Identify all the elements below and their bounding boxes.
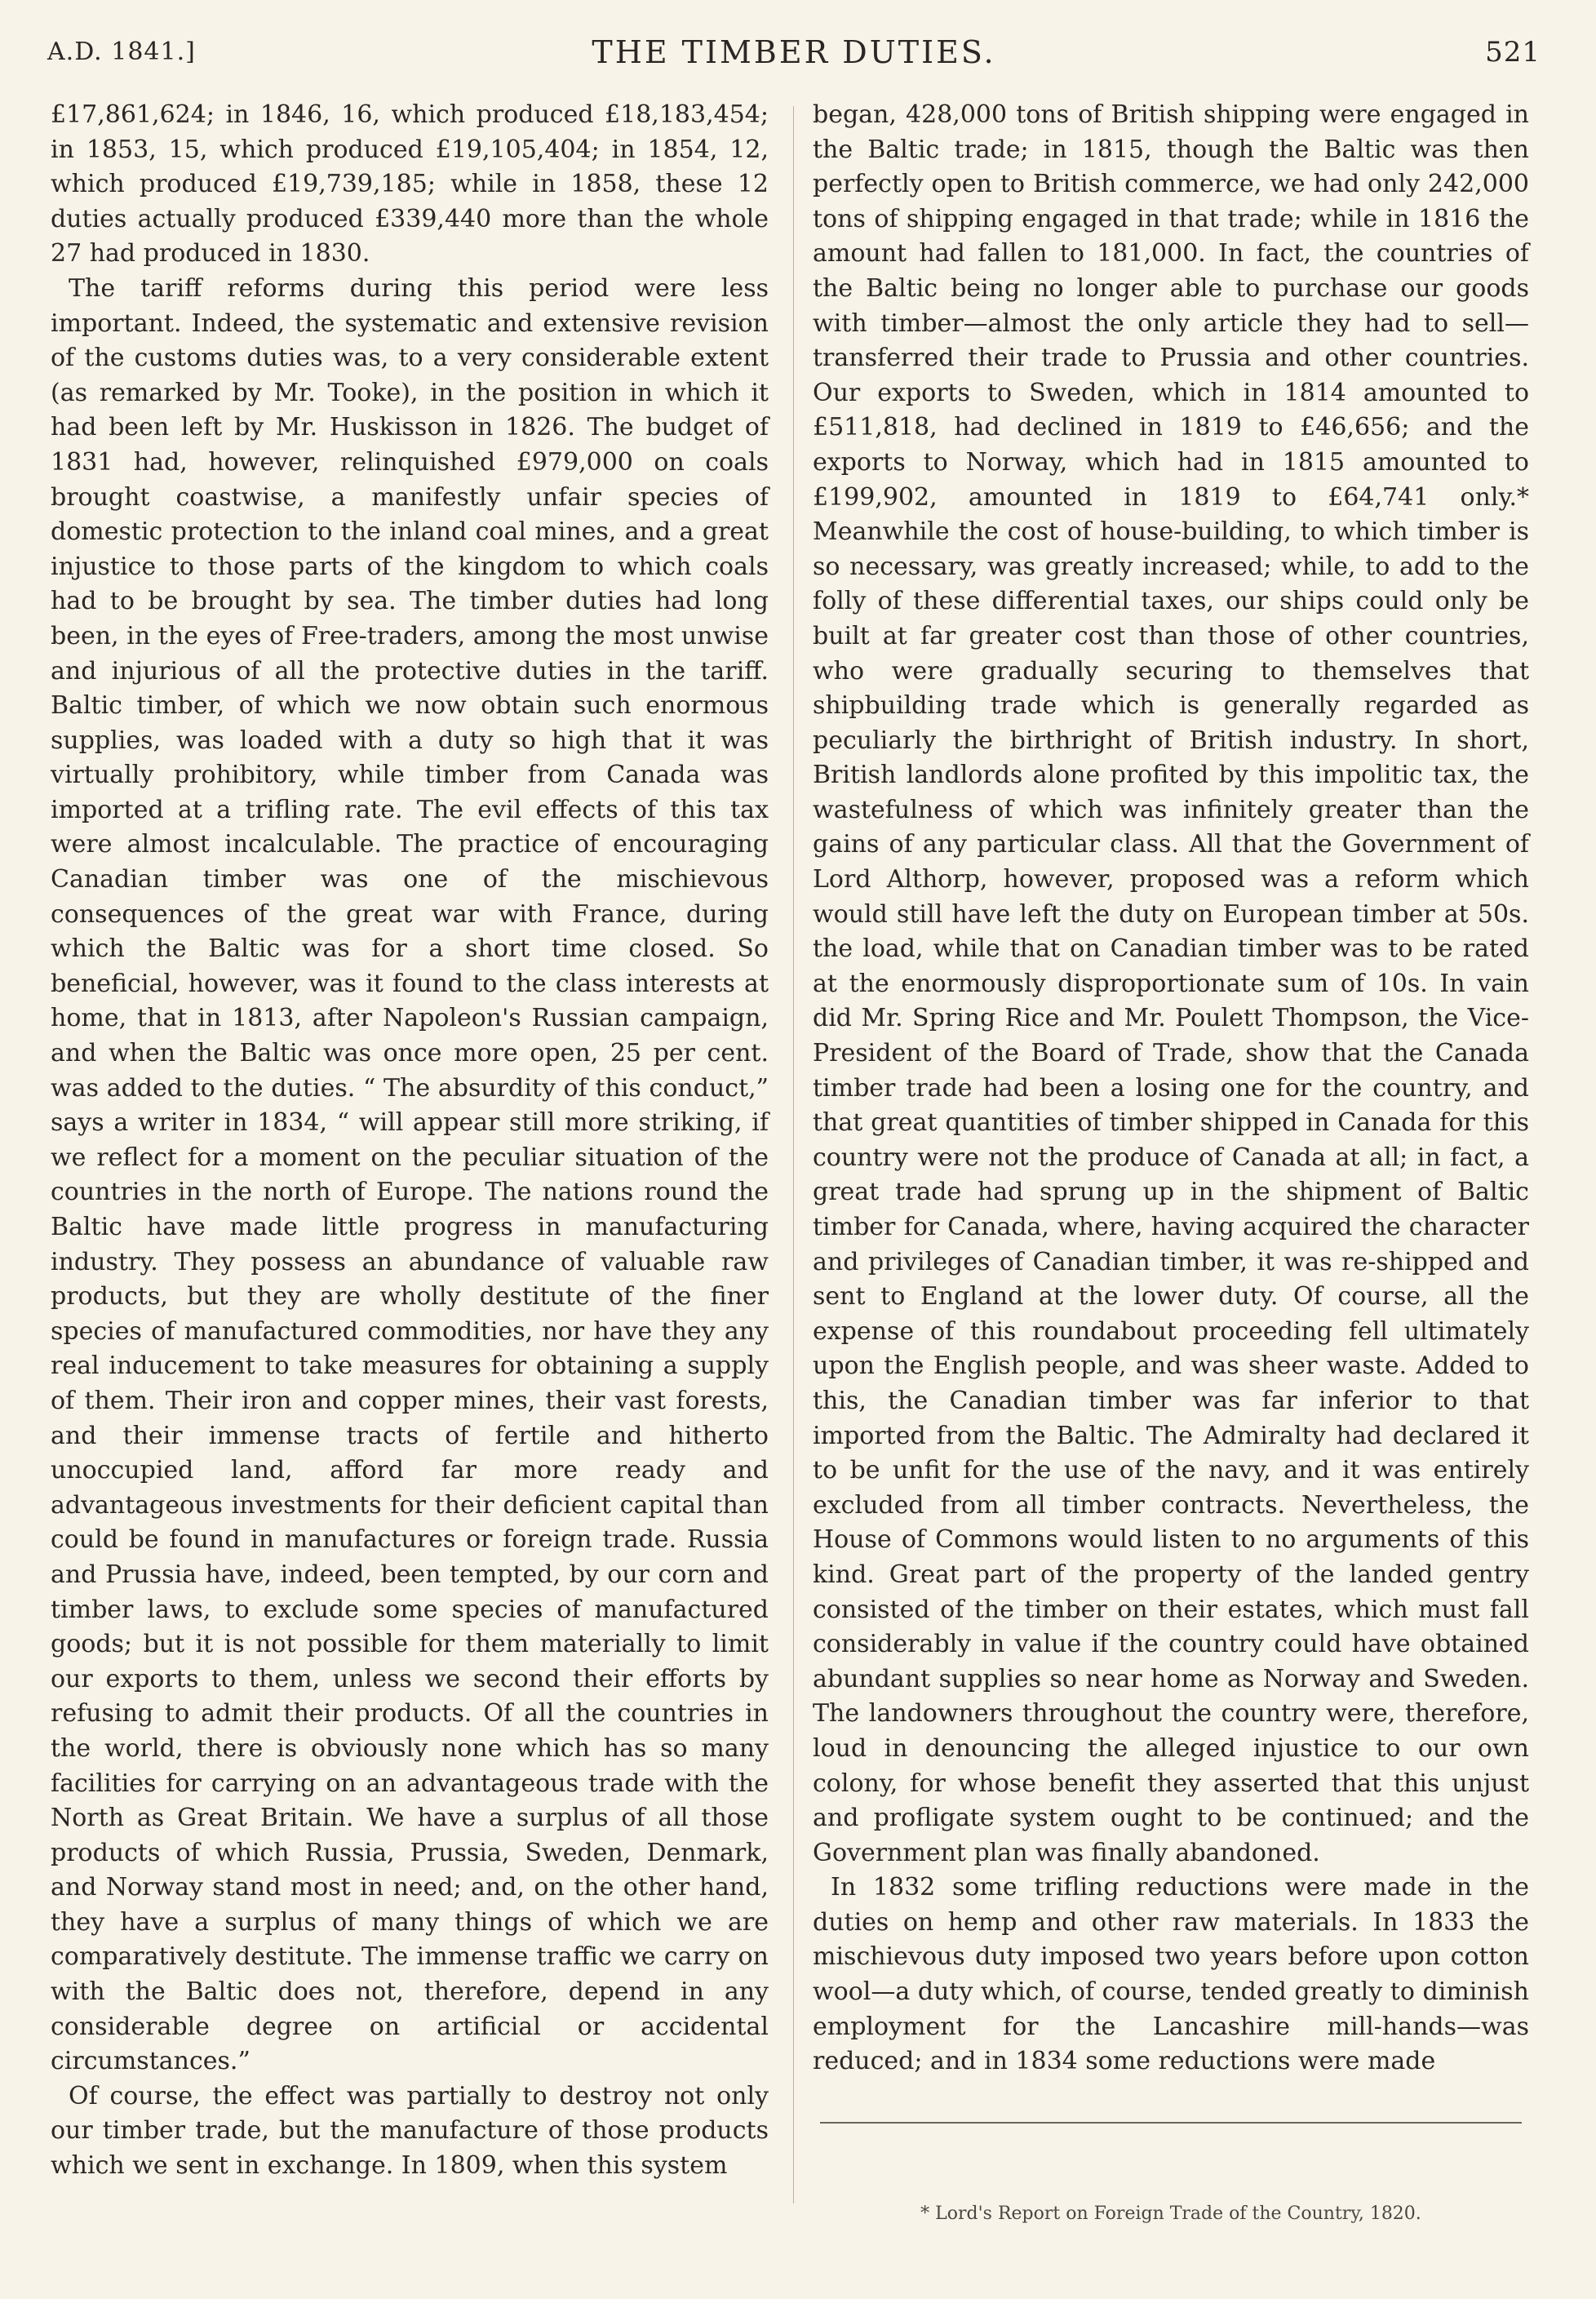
footnote: * Lord's Report on Foreign Trade of the Country, 1820. bbox=[920, 2204, 1421, 2224]
left-paragraph-2: The tariff reforms during this period were less important. Indeed, the systematic and extensive revision of the customs duties was, to a very considerable extent (as remarked by Mr. Tooke), in the position in which it had been left by Mr. Huskisson in 1826. The budget of 1831 had, however, relinquished £979,000 on coals brought coastwise, a manifestly unfair species of domestic protection to the inland coal mines, and a great injustice to those parts of the kingdom to which coals had to be brought by sea. The timber duties had long been, in the eyes of Free-traders, among the most unwise and injurious of all the protective duties in the tariff. Baltic timber, of which we now obtain such enormous supplies, was loaded with a duty so high that it was virtually prohibitory, while timber from Canada was imported at a trifling rate. The evil effects of this tax were almost incalculable. The practice of encouraging Canadian timber was one of the mischievous consequences of the great war with France, during which the Baltic was for a short time closed. So beneficial, however, was it found to the class interests at home, that in 1813, after Napoleon's Russian campaign, and when the Baltic was once more open, 25 per cent. was added to the duties. “ The absurdity of this conduct,” says a writer in 1834, “ will appear still more striking, if we reflect for a moment on the peculiar situation of the countries in the north of Europe. The nations round the Baltic have made little progress in manufacturing industry. They possess an abundance of valuable raw products, but they are wholly destitute of the finer species of manufactured commodities, nor have they any real inducement to take measures for obtaining a supply of them. Their iron and copper mines, their vast forests, and their immense tracts of fertile and hitherto unoccupied land, afford far more ready and advantageous investments for their deficient capital than could be found in manufactures or foreign trade. Russia and Prussia have, indeed, been tempted, by our corn and timber laws, to exclude some species of manufactured goods; but it is not possible for them materially to limit our exports to them, unless we second their efforts by refusing to admit their products. Of all the countries in the world, there is obviously none which has so many facilities for carrying on an advantageous trade with the North as Great Britain. We have a surplus of all those products of which Russia, Prussia, Sweden, Denmark, and Norway stand most in need; and, on the other hand, they have a surplus of many things of which we are comparatively destitute. The immense traffic we carry on with the Baltic does not, therefore, depend in any considerable degree on artificial or accidental circumstances.” bbox=[51, 273, 769, 2076]
page-header bbox=[47, 26, 1541, 75]
right-paragraph-1: began, 428,000 tons of British shipping were engaged in the Baltic trade; in 1815, though the Baltic was then perfectly open to British commerce, we had only 242,000 tons of shipping engaged in that trade; while in 1816 the amount had fallen to 181,000. In fact, the countries of the Baltic being no longer able to purchase our goods with timber—almost the only article they had to sell—transferred their trade to Prussia and other countries. Our exports to Sweden, which in 1814 amounted to £511,818, had declined in 1819 to £46,656; and the exports to Norway, which had in 1815 amounted to £199,902, amounted in 1819 to £64,741 only.* Meanwhile the cost of house-building, to which timber is so necessary, was greatly increased; while, to add to the folly of these differential taxes, our ships could only be built at far greater cost than those of other countries, who were gradually securing to themselves that shipbuilding trade which is generally regarded as peculiarly the birthright of British industry. In short, British landlords alone profited by this impolitic tax, the wastefulness of which was infinitely greater than the gains of any particular class. All that the Government of Lord Althorp, however, proposed was a reform which would still have left the duty on European timber at 50s. the load, while that on Canadian timber was to be rated at the enormously disproportionate sum of 10s. In vain did Mr. Spring Rice and Mr. Poulett Thompson, the Vice-President of the Board of Trade, show that the Canada timber trade had been a losing one for the country, and that great quantities of timber shipped in Canada for this country were not the produce of Canada at all; in fact, a great trade had sprung up in the shipment of Baltic timber for Canada, where, having acquired the character and privileges of Canadian timber, it was re-shipped and sent to England at the lower duty. Of course, all the expense of this roundabout proceeding fell ultimately upon the English people, and was sheer waste. Added to this, the Canadian timber was far inferior to that imported from the Baltic. The Admiralty had declared it to be unfit for the use of the navy, and it was entirely excluded from all timber contracts. Nevertheless, the House of Commons would listen to no arguments of this kind. Great part of the property of the landed gentry consisted of the timber on their estates, which must fall considerably in value if the country could have obtained abundant supplies so near home as Norway and Sweden. The landowners throughout the country were, therefore, loud in denouncing the alleged injustice to our own colony, for whose benefit they asserted that this unjust and profligate system ought to be continued; and the Government plan was finally abandoned. bbox=[813, 100, 1529, 1867]
right-column bbox=[813, 98, 1529, 2079]
page-number: 521 bbox=[1485, 36, 1541, 69]
footnote-rule bbox=[820, 2122, 1522, 2124]
left-column bbox=[51, 98, 769, 2184]
header-title: THE TIMBER DUTIES. bbox=[592, 34, 996, 70]
left-paragraph-1: £17,861,624; in 1846, 16, which produced £18,183,454; in 1853, 15, which produced £19,105,404; in 1854, 12, which produced £19,739,185; while in 1858, these 12 duties actually produced £339,440 more than the whole 27 had produced in 1830. bbox=[51, 100, 769, 269]
left-paragraph-3: Of course, the effect was partially to destroy not only our timber trade, but the manufacture of those products which we sent in exchange. In 1809, when this system bbox=[51, 2081, 769, 2181]
column-divider bbox=[793, 106, 794, 2204]
right-paragraph-2: In 1832 some trifling reductions were made in the duties on hemp and other raw materials. In 1833 the mischievous duty imposed two years before upon cotton wool—a duty which, of course, tended greatly to diminish employment for the Lancashire mill-hands—was reduced; and in 1834 some reductions were made bbox=[813, 1873, 1529, 2076]
header-date: A.D. 1841.] bbox=[47, 38, 196, 66]
